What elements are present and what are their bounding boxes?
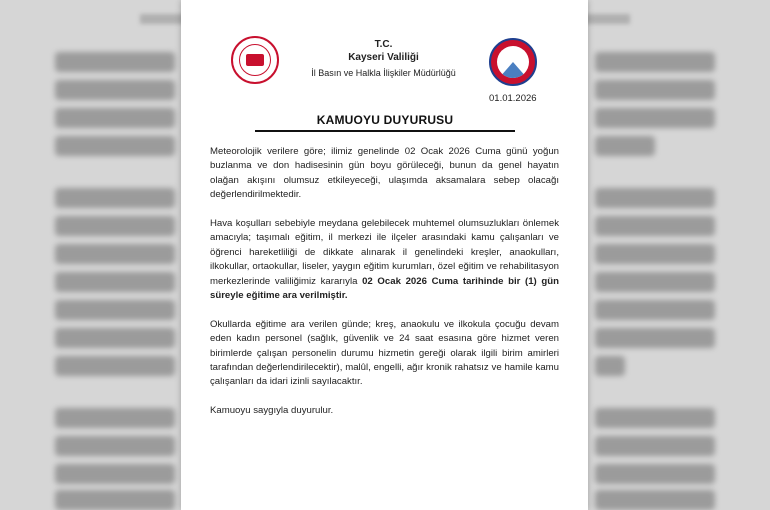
decision-highlight: 02 Ocak 2026 Cuma tarihinde bir (1) gün süreyle eğitime ara verilmiştir. — [210, 275, 559, 302]
kayseri-logo-icon — [489, 38, 537, 86]
seal-crest — [246, 54, 264, 66]
header-department: İl Basın ve Halkla İlişkiler Müdürlüğü — [311, 68, 456, 78]
background-blur-line — [595, 80, 715, 100]
background-blur-line — [55, 244, 175, 264]
background-blur-line — [595, 436, 715, 456]
background-blur-line — [595, 216, 715, 236]
background-blur-line — [595, 244, 715, 264]
background-blur-line — [55, 188, 175, 208]
background-blur-line — [55, 490, 175, 510]
seal-inner-ring — [239, 44, 271, 76]
paragraph-decision — [210, 217, 559, 303]
background-blur-line — [595, 272, 715, 292]
background-blur-line — [55, 136, 175, 156]
paragraph-weather: Meteorolojik verilere göre; ilimiz genelinde 02 Ocak 2026 Cuma günü yoğun buzlanma ve don hadisesinin gün boyu görüleceği, bunun da genel hayatın olağan akışını olumsuz etkileyeceği, ulaşımda aksamalara sebep olacağı değerlendirilmektedir. — [210, 146, 559, 201]
background-blur-line — [595, 300, 715, 320]
background-blur-line — [55, 216, 175, 236]
background-blur-line — [55, 80, 175, 100]
background-blur-line — [55, 272, 175, 292]
background-blur-line — [55, 52, 175, 72]
header-tc: T.C. — [374, 39, 393, 50]
background-blur-line — [595, 188, 715, 208]
background-blur-line — [55, 300, 175, 320]
background-blur-line — [595, 408, 715, 428]
background-blur-line — [595, 108, 715, 128]
header-governorate: Kayseri Valiliği — [348, 52, 419, 63]
governorate-seal-icon — [231, 36, 279, 84]
background-blur-line — [55, 108, 175, 128]
announcement-document — [181, 0, 588, 510]
logo-inner — [497, 46, 529, 78]
background-blur-line — [595, 356, 625, 376]
decision-text: Hava koşulları sebebiyle meydana gelebilecek muhtemel olumsuzlukları önlemek amacıyla; taşımalı eğitim, il merkezi ile ilçeler arasındaki kamu çalışanları ve öğrenci hareketliliği de dikkate alınarak il genelindeki kreşler, anaokulları, ilkokullar, ortaokullar, liseler, yaygın eğitim kurumları, özel eğitim ve rehabilitasyon merkezlerinde valiliğimiz kararıyla — [210, 218, 559, 287]
paragraph-closing: Kamuoyu saygıyla duyurulur. — [210, 405, 334, 417]
paragraph-leave: Okullarda eğitime ara verilen günde; kreş, anaokulu ve ilkokula çocuğu devam eden kadın personel (sağlık, güvenlik ve 24 saat esasına göre hizmet veren birimlerde çalışan personelin durumu hizmetin gereği olarak ilgili birim amirleri tarafından değerlendirilecektir), malûl, engelli, ağır kronik rahatsız ve hamile kamu çalışanları da idari izinli sayılacaktır. — [210, 318, 559, 388]
background-blur-line — [595, 136, 655, 156]
document-body — [210, 145, 559, 433]
document-date: 01.01.2026 — [489, 93, 537, 104]
background-blur-line — [595, 52, 715, 72]
background-blur-line — [595, 490, 715, 510]
background-blur-line — [595, 464, 715, 484]
background-blur-line — [55, 328, 175, 348]
background-blur-line — [55, 356, 175, 376]
document-title: KAMUOYU DUYURUSU — [316, 113, 454, 127]
background-blur-line — [55, 408, 175, 428]
document-header — [281, 38, 486, 80]
logo-mountain — [499, 62, 527, 78]
title-underline — [255, 130, 515, 132]
background-blur-line — [55, 436, 175, 456]
background-blur-line — [595, 328, 715, 348]
background-blur-line — [55, 464, 175, 484]
